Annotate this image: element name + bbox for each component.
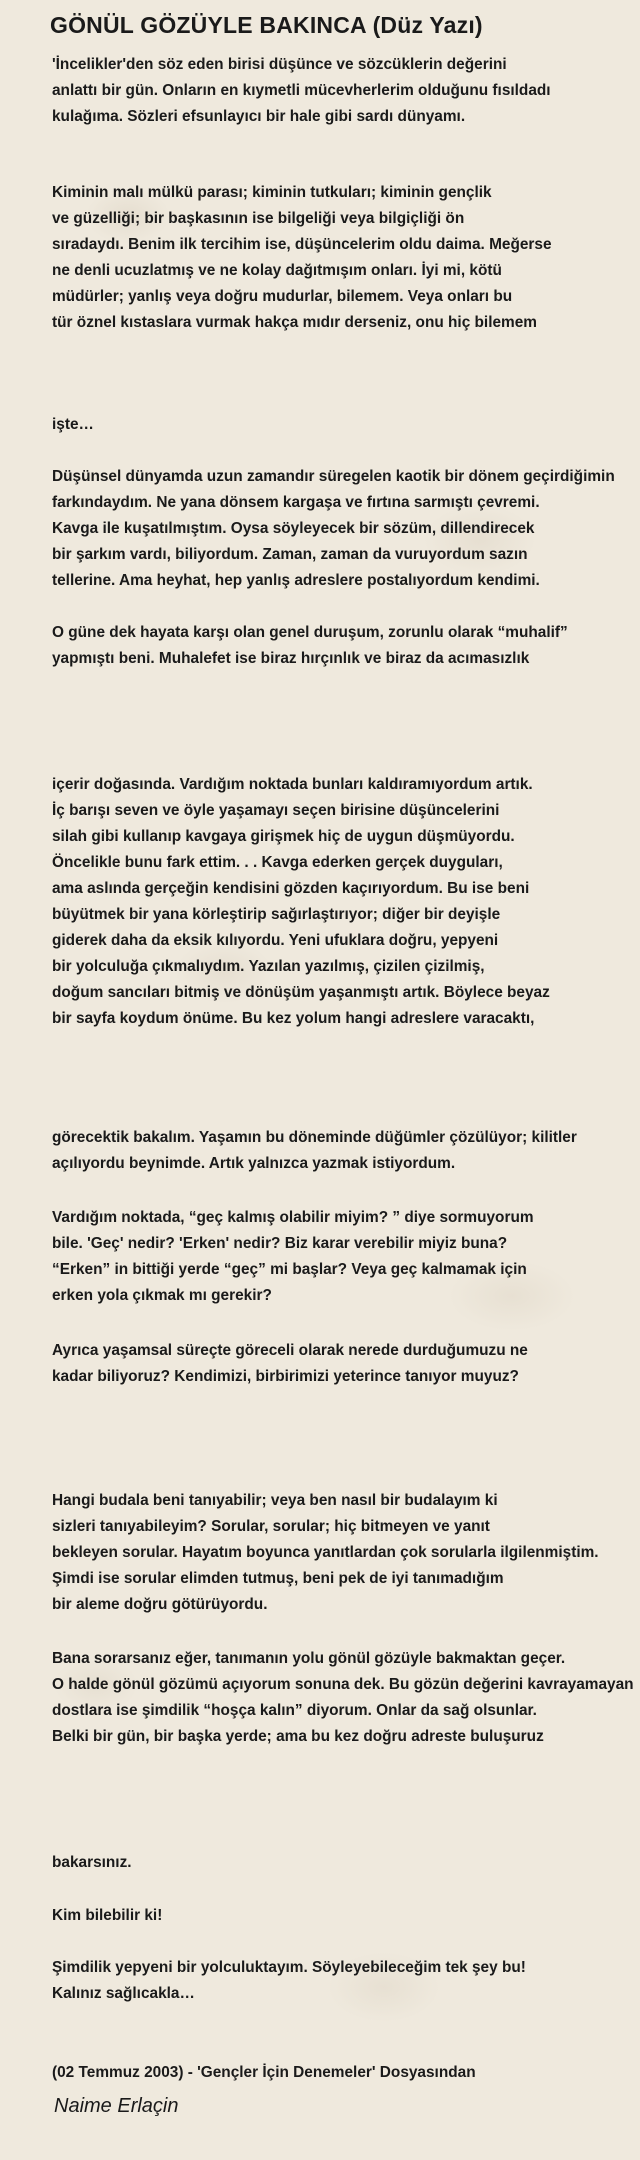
paragraph-line: Öncelikle bunu fark ettim. . . Kavga ederken gerçek duyguları, (52, 854, 503, 871)
paragraph-line: Kalınız sağlıcakla… (52, 1985, 195, 2002)
paragraph-line: 'İncelikler'den söz eden birisi düşünce ve sözcüklerin değerini (52, 56, 507, 73)
paragraph-line: dostlara ise şimdilik “hoşça kalın” diyorum. Onlar da sağ olsunlar. (52, 1702, 537, 1719)
paragraph-line: müdürler; yanlış veya doğru mudurlar, bilemem. Veya onları bu (52, 288, 513, 305)
paragraph-line: sıradaydı. Benim ilk tercihim ise, düşüncelerim oldu daima. Meğerse (52, 236, 552, 253)
paragraph-line: bir şarkım vardı, biliyordum. Zaman, zaman da vuruyordum sazın (52, 546, 528, 563)
paragraph-line: yapmıştı beni. Muhalefet ise biraz hırçınlık ve biraz da acımasızlık (52, 650, 530, 667)
paragraph-line: O halde gönül gözümü açıyorum sonuna dek. Bu gözün değerini kavrayamayan (52, 1676, 634, 1693)
paragraph-line: bir sayfa koydum önüme. Bu kez yolum hangi adreslere varacaktı, (52, 1010, 535, 1027)
paragraph (52, 1955, 638, 2007)
paragraph-line: Kiminin malı mülkü parası; kiminin tutkuları; kiminin gençlik (52, 184, 492, 201)
paragraph (52, 464, 638, 594)
paragraph (52, 52, 638, 130)
paragraph-line: içerir doğasında. Vardığım noktada bunları kaldıramıyordum artık. (52, 776, 533, 793)
paragraph-line: bile. 'Geç' nedir? 'Erken' nedir? Biz karar verebilir miyiz buna? (52, 1235, 508, 1252)
paragraph-line: Kavga ile kuşatılmıştım. Oysa söyleyecek bir sözüm, dillendirecek (52, 520, 535, 537)
paragraph (52, 1338, 638, 1390)
paragraph (52, 2060, 638, 2086)
paragraph-line: farkındaydım. Ne yana dönsem kargaşa ve fırtına sarmıştı çevremi. (52, 494, 540, 511)
paragraph-line: ve güzelliği; bir başkasının ise bilgeliği veya bilgiçliği ön (52, 210, 465, 227)
paragraph-line: Bana sorarsanız eğer, tanımanın yolu gönül gözüyle bakmaktan geçer. (52, 1650, 566, 1667)
paragraph-line: bekleyen sorular. Hayatım boyunca yanıtlardan çok sorularla ilgilenmiştim. (52, 1544, 599, 1561)
paragraph-line: tür öznel kıstaslara vurmak hakça mıdır derseniz, onu hiç bilemem (52, 314, 537, 331)
paragraph-line: bir aleme doğru götürüyordu. (52, 1596, 268, 1613)
paragraph-line: bir yolculuğa çıkmalıydım. Yazılan yazılmış, çizilen çizilmiş, (52, 958, 485, 975)
paragraph-line: giderek daha da eksik kılıyordu. Yeni ufuklara doğru, yepyeni (52, 932, 499, 949)
paragraph (52, 1850, 638, 1876)
paragraph-line: kulağıma. Sözleri efsunlayıcı bir hale gibi sardı dünyamı. (52, 108, 466, 125)
paragraph-line: Şimdilik yepyeni bir yolculuktayım. Söyleyebileceğim tek şey bu! (52, 1959, 526, 1976)
paragraph (52, 1205, 638, 1309)
paragraph-line: ne denli ucuzlatmış ve ne kolay dağıtmışım onları. İyi mi, kötü (52, 262, 502, 279)
paragraph-line: Belki bir gün, bir başka yerde; ama bu kez doğru adreste buluşuruz (52, 1728, 544, 1745)
paragraph-line: büyütmek bir yana körleştirip sağırlaştırıyor; diğer bir deyişle (52, 906, 501, 923)
paragraph-line: İç barışı seven ve öyle yaşamayı seçen birisine düşüncelerini (52, 802, 500, 819)
paragraph (52, 1903, 638, 1929)
paragraph-line: Vardığım noktada, “geç kalmış olabilir miyim? ” diye sormuyorum (52, 1209, 534, 1226)
paragraph (52, 412, 638, 438)
paragraph-line: doğum sancıları bitmiş ve dönüşüm yaşanmıştı artık. Böylece beyaz (52, 984, 550, 1001)
paragraph-line: bakarsınız. (52, 1854, 132, 1871)
paragraph-line: sizleri tanıyabileyim? Sorular, sorular; hiç bitmeyen ve yanıt (52, 1518, 490, 1535)
paragraph-line: işte… (52, 416, 94, 433)
paragraph-line: Hangi budala beni tanıyabilir; veya ben nasıl bir budalayım ki (52, 1492, 498, 1509)
paragraph-line: Ayrıca yaşamsal süreçte göreceli olarak nerede durduğumuzu ne (52, 1342, 528, 1359)
paragraph (52, 1646, 638, 1750)
paragraph-line: O güne dek hayata karşı olan genel duruşum, zorunlu olarak “muhalif” (52, 624, 568, 641)
paragraph-line: “Erken” in bittiği yerde “geç” mi başlar? Veya geç kalmamak için (52, 1261, 527, 1278)
paragraph-line: Şimdi ise sorular elimden tutmuş, beni pek de iyi tanımadığım (52, 1570, 504, 1587)
paragraph-line: Kim bilebilir ki! (52, 1907, 163, 1924)
page-title: GÖNÜL GÖZÜYLE BAKINCA (Düz Yazı) (50, 12, 483, 38)
paragraph-line: açılıyordu beynimde. Artık yalnızca yazmak istiyordum. (52, 1155, 456, 1172)
paragraph-line: tellerine. Ama heyhat, hep yanlış adreslere postalıyordum kendimi. (52, 572, 540, 589)
paragraph (52, 180, 638, 336)
paragraph-line: ama aslında gerçeğin kendisini gözden kaçırıyordum. Bu ise beni (52, 880, 530, 897)
paragraph-line: Düşünsel dünyamda uzun zamandır süregelen kaotik bir dönem geçirdiğimin (52, 468, 615, 485)
author-signature: Naime Erlaçin (54, 2095, 179, 2117)
paragraph (52, 620, 638, 672)
paragraph (52, 772, 638, 1032)
paragraph-line: erken yola çıkmak mı gerekir? (52, 1287, 272, 1304)
paragraph (52, 1488, 638, 1618)
paragraph (52, 1125, 638, 1177)
paragraph-line: görecektik bakalım. Yaşamın bu döneminde düğümler çözülüyor; kilitler (52, 1129, 577, 1146)
paragraph-line: silah gibi kullanıp kavgaya girişmek hiç de uygun düşmüyordu. (52, 828, 515, 845)
paragraph-line: (02 Temmuz 2003) - 'Gençler İçin Denemeler' Dosyasından (52, 2064, 476, 2081)
paragraph-line: anlattı bir gün. Onların en kıymetli mücevherlerim olduğunu fısıldadı (52, 82, 551, 99)
paragraph-line: kadar biliyoruz? Kendimizi, birbirimizi yeterince tanıyor muyuz? (52, 1368, 519, 1385)
